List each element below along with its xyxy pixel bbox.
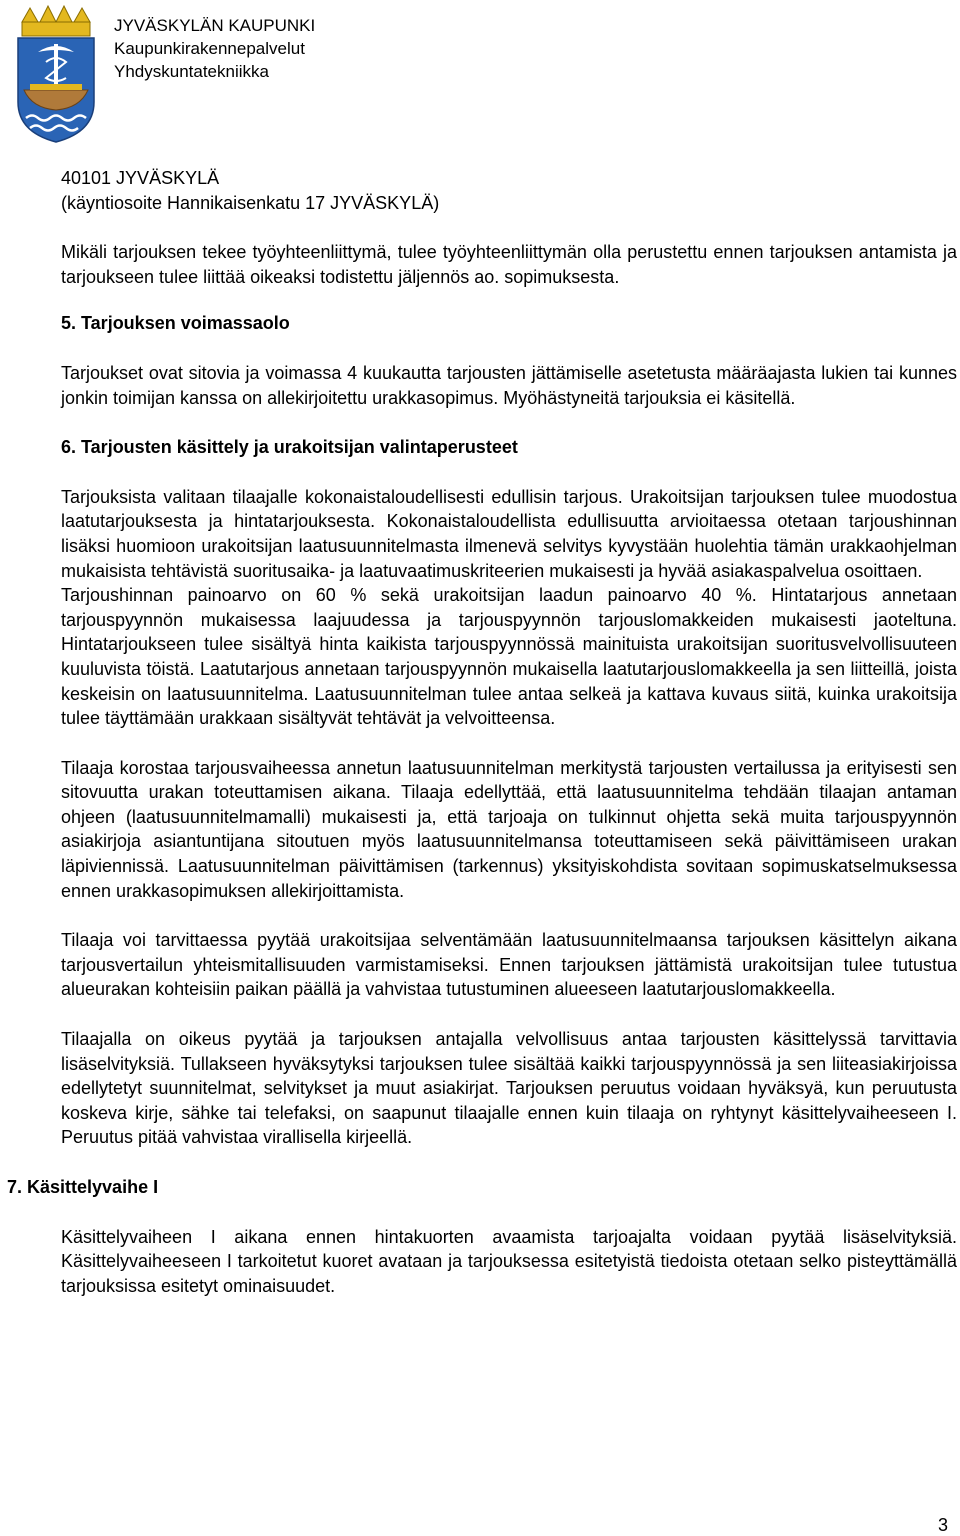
organization-line: Yhdyskuntatekniikka: [114, 62, 269, 81]
document-header: [0, 0, 960, 150]
paragraph-criteria: Tarjoushinnan painoarvo on 60 % sekä urakoitsijan laadun painoarvo 40 %. Hintatarjous annetaan tarjouspyynnön mukaisessa laajuudessa ja tarjouspyynnön tarjouslomakkeiden mukaisesti jaoteltuna. Hintatarjoukseen tulee sisältyä hinta kaikista tarjouspyynnössä mainituista urakoitsijan suoritusvelvollisuuteen kuuluvista töistä. Laatutarjous annetaan tarjouspyynnön mukaisella laatutarjouslomakkeella ja sen liitteillä, joista keskeisin on laatusuunnitelma. Laatusuunnitelman tulee antaa selkeä ja kattava kuvaus siitä, kuinka urakoitsija tulee täyttämään urakkaan sisältyvät tehtävät ja velvoitteensa.: [61, 585, 957, 729]
document-body: [7, 166, 957, 1298]
paragraph-criteria: Tilaaja voi tarvittaessa pyytää urakoitsijaa selventämään laatusuunnitelmaansa tarjouksen käsittelyn aikana tarjousvertailun yhteismitallisuuden varmistamiseksi. Ennen tarjouksen jättämistä urakoitsijan tulee tutustua alueurakan kohteisiin paikan päällä ja vahvistaa tutustuminen alueeseen laatutarjouslomakkeella.: [61, 930, 957, 1000]
paragraph-consortium: Mikäli tarjouksen tekee työyhteenliittymä, tulee työyhteenliittymän olla perustettu ennen tarjouksen antamista ja tarjoukseen tulee liittää oikeaksi todistettu jäljennös ao. sopimuksesta.: [61, 242, 957, 287]
jyvaskyla-coat-of-arms-icon: [8, 4, 104, 144]
section-heading-6: 6. Tarjousten käsittely ja urakoitsijan valintaperusteet: [61, 437, 518, 458]
organization-line: Kaupunkirakennepalvelut: [114, 39, 305, 58]
paragraph-criteria: Tilaajalla on oikeus pyytää ja tarjouksen antajalla velvollisuus antaa tarjousten käsittelyssä tarvittavia lisäselvityksiä. Tullakseen hyväksytyksi tarjouksen tulee sisältää kaikki tarjouspyynnössä ja sen liiteasiakirjoissa edellytetyt suunnitelmat, selvitykset ja muut asiakirjat. Tarjouksen peruutus voidaan hyväksyä, kun peruutusta koskeva kirje, sähke tai telefaksi, on saapunut tilaajalle ennen kuin tilaaja on ryhtynyt käsittelyvaiheeseen I. Peruutus pitää vahvistaa virallisella kirjeellä.: [61, 1029, 957, 1148]
address-line: 40101 JYVÄSKYLÄ: [61, 168, 220, 188]
organization-line: JYVÄSKYLÄN KAUPUNKI: [114, 16, 316, 35]
address-line: (käyntiosoite Hannikaisenkatu 17 JYVÄSKYLÄ): [61, 192, 440, 213]
paragraph-validity: Tarjoukset ovat sitovia ja voimassa 4 kuukautta tarjousten jättämiselle asetetusta määräajasta lukien tai kunnes jonkin toimijan kanssa on allekirjoitettu urakkasopimus. Myöhästyneitä tarjouksia ei käsitellä.: [61, 362, 957, 408]
organization-name: [114, 14, 315, 83]
paragraph-criteria: Tarjouksista valitaan tilaajalle kokonaistaloudellisesti edullisin tarjous. Urakoitsijan tarjouksen tulee muodostua laatutarjouksesta ja hintatarjouksesta. Kokonaistaloudellista edullisuutta arvioitaessa otetaan tarjoushinnan lisäksi huomioon urakoitsijan laatusuunnitelmasta ilmenevä selvitys kyvystään huolehtia tämän urakkaohjelman mukaisista tehtävistä suoritusaika- ja laatuvaatimuskriteerien mukaisesti ja hyvää asiakaspalvelua osoittaen.: [61, 486, 957, 581]
section-heading-5: 5. Tarjouksen voimassaolo: [61, 313, 290, 334]
paragraph-phase1: Käsittelyvaiheen I aikana ennen hintakuorten avaamista tarjoajalta voidaan pyytää lisäselvityksiä. Käsittelyvaiheeseen I tarkoitetut kuoret avataan ja tarjouksessa esitetyistä tiedoista otetaan selko pisteyttämällä tarjouksissa esitetyt ominaisuudet.: [61, 1226, 957, 1296]
section-heading-7: 7. Käsittelyvaihe I: [7, 1177, 159, 1197]
postal-address: [61, 166, 957, 215]
paragraph-criteria: Tilaaja korostaa tarjousvaiheessa annetun laatusuunnitelman merkitystä tarjousten vertailussa ja erityisesti sen sitovuutta urakan toteuttamisen aikana. Tilaaja edellyttää, että laatusuunnitelma tehdään tilaajan antaman ohjeen (laatusuunnitelmamalli) mukaisesti ja, että tarjoaja on tulkinnut ohjetta sekä muita tarjouspyynnön asiakirjoja asiantuntijana sitoutuen myös laatusuunnitelmansa toteuttamiseen sekä päivittämiseen urakan läpiviennissä. Laatusuunnitelman päivittämisen (tarkennus) yksityiskohdista sovitaan sopimuskatselmuksessa ennen urakkasopimuksen allekirjoittamista.: [61, 757, 957, 901]
page-number: 3: [937, 1515, 948, 1535]
